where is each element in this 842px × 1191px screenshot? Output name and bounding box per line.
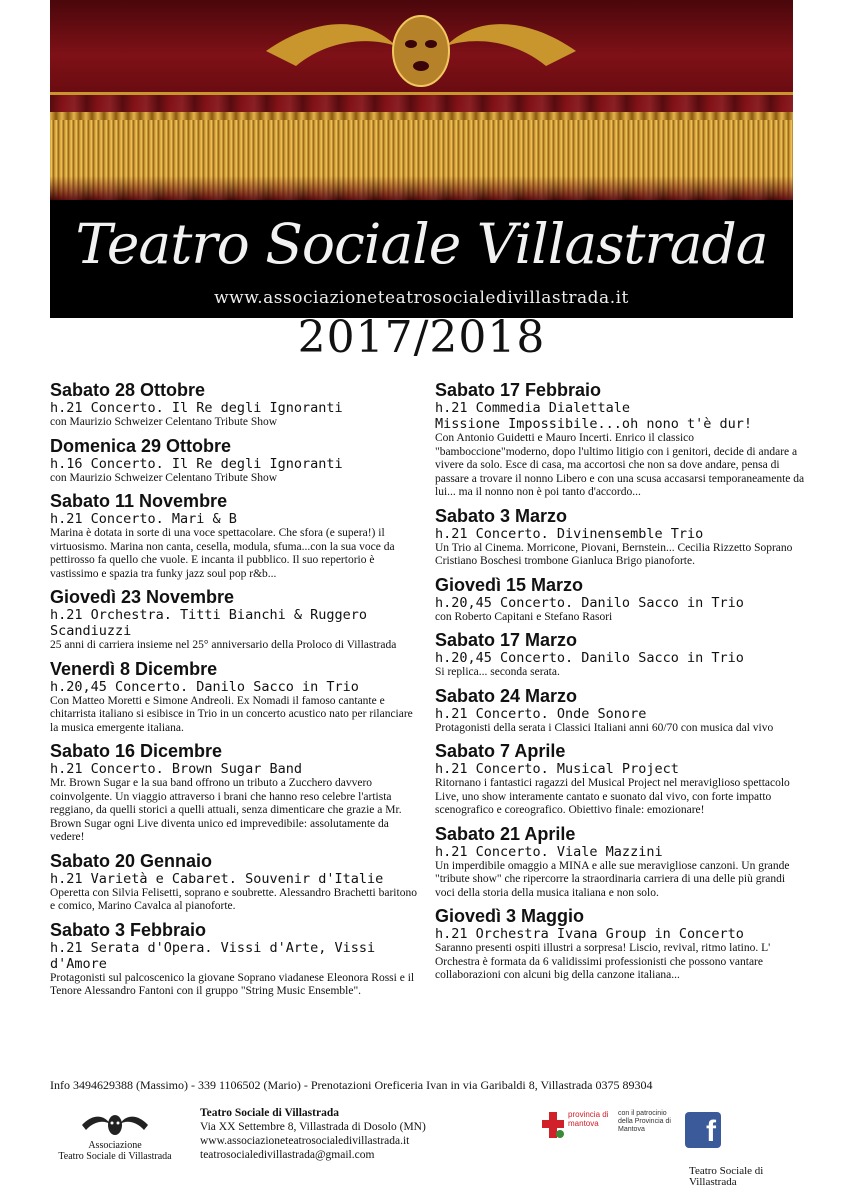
event-description: Operetta con Silvia Felisetti, soprano e soubrette. Alessandro Brachetti baritono e comico, Marino Cavalca al pianoforte.: [50, 886, 417, 912]
event-date: Sabato 20 Gennaio: [50, 850, 213, 871]
association-logo: [50, 1112, 180, 1162]
event-entry: [435, 824, 805, 901]
patrocinio-text: con il patrocinio della Provincia di Mantova: [618, 1110, 671, 1133]
event-entry: [50, 491, 420, 581]
event-description: Con Matteo Moretti e Simone Andreoli. Ex Nomadi il famoso cantante e chitarrista italiano si esibisce in Trio in un concerto acustico nato per rilanciare la musica emergente italiana.: [50, 694, 413, 734]
event-date: Giovedì 15 Marzo: [435, 574, 584, 595]
event-title: h.21 Orchestra. Titti Bianchi & Ruggero Scandiuzzi: [50, 607, 367, 639]
event-date: Sabato 3 Febbraio: [50, 919, 207, 940]
event-entry: [435, 686, 805, 736]
event-entry: [50, 436, 420, 486]
event-title: h.21 Concerto. Il Re degli Ignoranti: [50, 400, 343, 416]
event-description: Saranno presenti ospiti illustri a sorpresa! Liscio, revival, ritmo latino. L' Orchestra è formata da 6 validissimi professionisti che possono vantare collaborazioni con alcuni big della canzone italiana...: [435, 942, 771, 981]
event-description: Un Trio al Cinema. Morricone, Piovani, Bernstein... Cecilia Rizzetto Soprano Cristiano Boschesi trombone Gianluca Brigo pianoforte.: [435, 541, 793, 567]
event-title: h.21 Serata d'Opera. Vissi d'Arte, Vissi d'Amore: [50, 939, 376, 972]
event-description: 25 anni di carriera insieme nel 25° anniversario della Proloco di Villastrada: [50, 639, 397, 651]
event-description: Con Antonio Guidetti e Mauro Incerti. Enrico il classico "bamboccione"moderno, dopo l'ultimo litigio con i genitori, decide di andare a vivere da solo. Esce di casa, ma accortosi che non sa dove andare, pensa di passare a trovare il nonno Libero e con una scusa accasarsi temporaneamente da lui... ma il nonno non è poi tanto d'accordo...: [435, 432, 805, 498]
event-entry: [50, 587, 420, 653]
event-entry: [50, 741, 420, 845]
event-description: Un imperdibile omaggio a MINA e alle sue meravigliose canzoni. Un grande "tribute show" che ripercorre la straordinaria carriera di una delle più grandi voci della storia della musica italiana e non solo.: [435, 859, 790, 899]
event-title: h.21 Concerto. Musical Project: [435, 761, 679, 777]
event-title: h.21 Concerto. Onde Sonore: [435, 705, 647, 722]
event-date: Sabato 16 Dicembre: [50, 741, 223, 761]
contact-address: Via XX Settembre 8, Villastrada di Dosolo (MN): [200, 1121, 426, 1133]
event-date: Sabato 17 Febbraio: [435, 380, 602, 400]
mask-logo-icon: [80, 1112, 150, 1138]
event-entry: [435, 506, 805, 569]
contact-email[interactable]: teatrosocialedivillastrada@gmail.com: [200, 1149, 375, 1161]
event-description: Mr. Brown Sugar e la sua band offrono un tributo a Zucchero davvero coinvolgente. Un viaggio attraverso i brani che hanno reso celebre l'artista reggiano, da quelli storici a quelli attuali, senza dimenticare che grazie a Mr. Brown Sugar ogni Live diventa unico ed imprevedibile: assolutamente da vedere!: [50, 777, 402, 843]
event-description: Marina è dotata in sorte di una voce spettacolare. Che sfora (e supera!) il virtuosismo. Marina non canta, cesella, modula, sfuma...con la sua voce da pettirosso fa quello che vuole. E incanta il pubblico. Il suo repertorio è vastissimo e spazia tra funky jazz soul pop r&b...: [50, 527, 395, 580]
event-description: con Roberto Capitani e Stefano Rasori: [435, 610, 613, 623]
event-date: Sabato 21 Aprile: [435, 823, 576, 844]
facebook-label: Teatro Sociale di Villastrada: [689, 1165, 764, 1188]
facebook-icon[interactable]: f: [685, 1112, 721, 1148]
event-date: Domenica 29 Ottobre: [50, 435, 232, 456]
season-label: 2017/2018: [297, 312, 546, 363]
event-date: Giovedì 23 Novembre: [50, 587, 235, 607]
info-line: Info 3494629388 (Massimo) - 339 1106502 (Mario) - Prenotazioni Oreficeria Ivan in via Garibaldi 8, Villastrada 0375 89304: [50, 1078, 653, 1092]
event-title: h.20,45 Concerto. Danilo Sacco in Trio: [50, 678, 359, 695]
event-date: Venerdì 8 Dicembre: [50, 658, 218, 679]
event-entry: [435, 380, 805, 500]
event-date: Sabato 11 Novembre: [50, 491, 228, 511]
provincia-logo: [540, 1110, 620, 1140]
provincia-cross-icon: [540, 1110, 566, 1140]
assoc-line1: Associazione: [88, 1140, 142, 1151]
event-title: h.21 Concerto. Divinensemble Trio: [435, 525, 704, 542]
event-date: Sabato 24 Marzo: [435, 685, 578, 706]
events-column-right: [435, 380, 805, 989]
event-date: Sabato 28 Ottobre: [50, 380, 206, 400]
header-banner: [50, 0, 793, 358]
event-title: h.21 Orchestra Ivana Group in Concerto: [435, 926, 744, 942]
event-description: con Maurizio Schweizer Celentano Tribute Show: [50, 471, 278, 484]
event-title: h.20,45 Concerto. Danilo Sacco in Trio: [435, 650, 744, 666]
contact-web[interactable]: www.associazioneteatrosocialedivillastrada.it: [200, 1135, 410, 1147]
event-title: h.20,45 Concerto. Danilo Sacco in Trio: [435, 594, 744, 611]
event-entry: [50, 851, 420, 914]
event-entry: [50, 920, 420, 999]
event-date: Sabato 7 Aprile: [435, 741, 566, 761]
event-description: Protagonisti sul palcoscenico la giovane Soprano viadanese Eleonora Rossi e il Tenore Alessandro Fantoni con il gruppo "String Music Ensemble".: [50, 971, 415, 997]
theater-mask-ornament: [256, 6, 586, 96]
event-entry: [50, 659, 420, 736]
event-title: h.21 Concerto. Viale Mazzini: [435, 843, 663, 860]
events-column-left: [50, 380, 420, 1005]
event-entry: [50, 380, 420, 430]
event-description: con Maurizio Schweizer Celentano Tribute Show: [50, 416, 278, 428]
event-title: h.21 Concerto. Mari & B: [50, 511, 237, 527]
theater-title: Teatro Sociale Villastrada: [75, 212, 768, 276]
contact-name: Teatro Sociale di Villastrada: [200, 1107, 339, 1119]
contact-block: [200, 1106, 426, 1162]
assoc-line2: Teatro Sociale di Villastrada: [58, 1151, 172, 1162]
event-title: h.21 Varietà e Cabaret. Souvenir d'Italie: [50, 870, 384, 887]
event-entry: [435, 630, 805, 680]
footer: [0, 1102, 842, 1188]
event-description: Ritornano i fantastici ragazzi del Musical Project nel meraviglioso spettacolo Live, uno show interamente cantato e suonato dal vivo, con forte impatto scenografico e coreografico. Obiettivo finale: emozionare!: [435, 777, 790, 816]
event-entry: [435, 906, 805, 983]
event-entry: [435, 575, 805, 625]
event-description: Protagonisti della serata i Classici Italiani anni 60/70 con musica dal vivo: [435, 721, 774, 734]
event-title: h.21 Concerto. Brown Sugar Band: [50, 761, 302, 777]
event-description: Si replica... seconda serata.: [435, 666, 560, 678]
event-date: Giovedì 3 Maggio: [435, 906, 585, 926]
provincia-name: provincia di mantova: [568, 1110, 609, 1128]
event-date: Sabato 17 Marzo: [435, 630, 578, 650]
event-date: Sabato 3 Marzo: [435, 505, 568, 526]
event-title: h.16 Concerto. Il Re degli Ignoranti: [50, 455, 343, 472]
event-title: h.21 Commedia Dialettale Missione Impossibile...oh nono t'è dur!: [435, 400, 752, 432]
website-url[interactable]: www.associazioneteatrosocialedivillastrada.it: [214, 288, 629, 308]
facebook-link[interactable]: [685, 1112, 805, 1188]
gold-fringe: [50, 120, 793, 200]
event-entry: [435, 741, 805, 818]
